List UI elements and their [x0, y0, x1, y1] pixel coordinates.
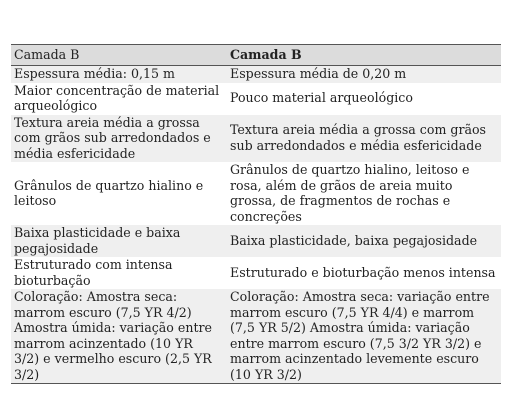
table-cell: Grânulos de quartzo hialino e leitoso: [14, 177, 204, 208]
header-row: [11, 45, 501, 66]
comparison-table: [11, 44, 501, 384]
table-cell: Textura areia média a grossa com grãos sub arredondados e média esfericidade: [227, 115, 501, 163]
table-cell: Baixa plasticidade, baixa pegajosidade: [227, 225, 501, 257]
table-cell: Baixa plasticidade e baixa pegajosidade: [11, 225, 227, 257]
table-cell: Estruturado e bioturbação menos intensa: [230, 264, 496, 280]
table-row: [11, 257, 501, 289]
table-row: [11, 225, 501, 257]
table-cell: Pouco material arqueológico: [230, 90, 413, 106]
table-cell: Maior concentração de material arqueológico: [14, 82, 220, 113]
table-header: [11, 45, 501, 66]
table-cell: Coloração: Amostra seca: variação entre marrom escuro (7,5 YR 4/4) e marrom (7,5 YR 5/2) Amostra úmida: variação entre marrom escuro (7,5 3/2 YR 3/2) e marrom acinzentado levemente escuro (10 YR 3/2): [227, 289, 501, 384]
table-row: [11, 83, 501, 115]
table-cell: Espessura média de 0,20 m: [227, 66, 501, 83]
table-cell: Coloração: Amostra seca: marrom escuro (7,5 YR 4/2) Amostra úmida: variação entre marrom acinzentado (10 YR 3/2) e vermelho escuro (2,5 YR 3/2): [11, 289, 227, 384]
table-cell: Espessura média: 0,15 m: [11, 66, 227, 83]
column-header-2: Camada B: [227, 45, 501, 66]
table-row: [11, 162, 501, 225]
table-cell: Grânulos de quartzo hialino, leitoso e rosa, além de grãos de areia muito grossa, de fragmentos de rochas e concreções: [230, 162, 470, 224]
table-row: [11, 115, 501, 163]
table-body: [11, 66, 501, 384]
table-row: [11, 289, 501, 384]
table-cell: Estruturado com intensa bioturbação: [14, 257, 173, 288]
table-cell: Textura areia média a grossa com grãos sub arredondados e média esfericidade: [11, 115, 227, 163]
table-row: [11, 66, 501, 83]
column-header-1: Camada B: [11, 45, 227, 66]
